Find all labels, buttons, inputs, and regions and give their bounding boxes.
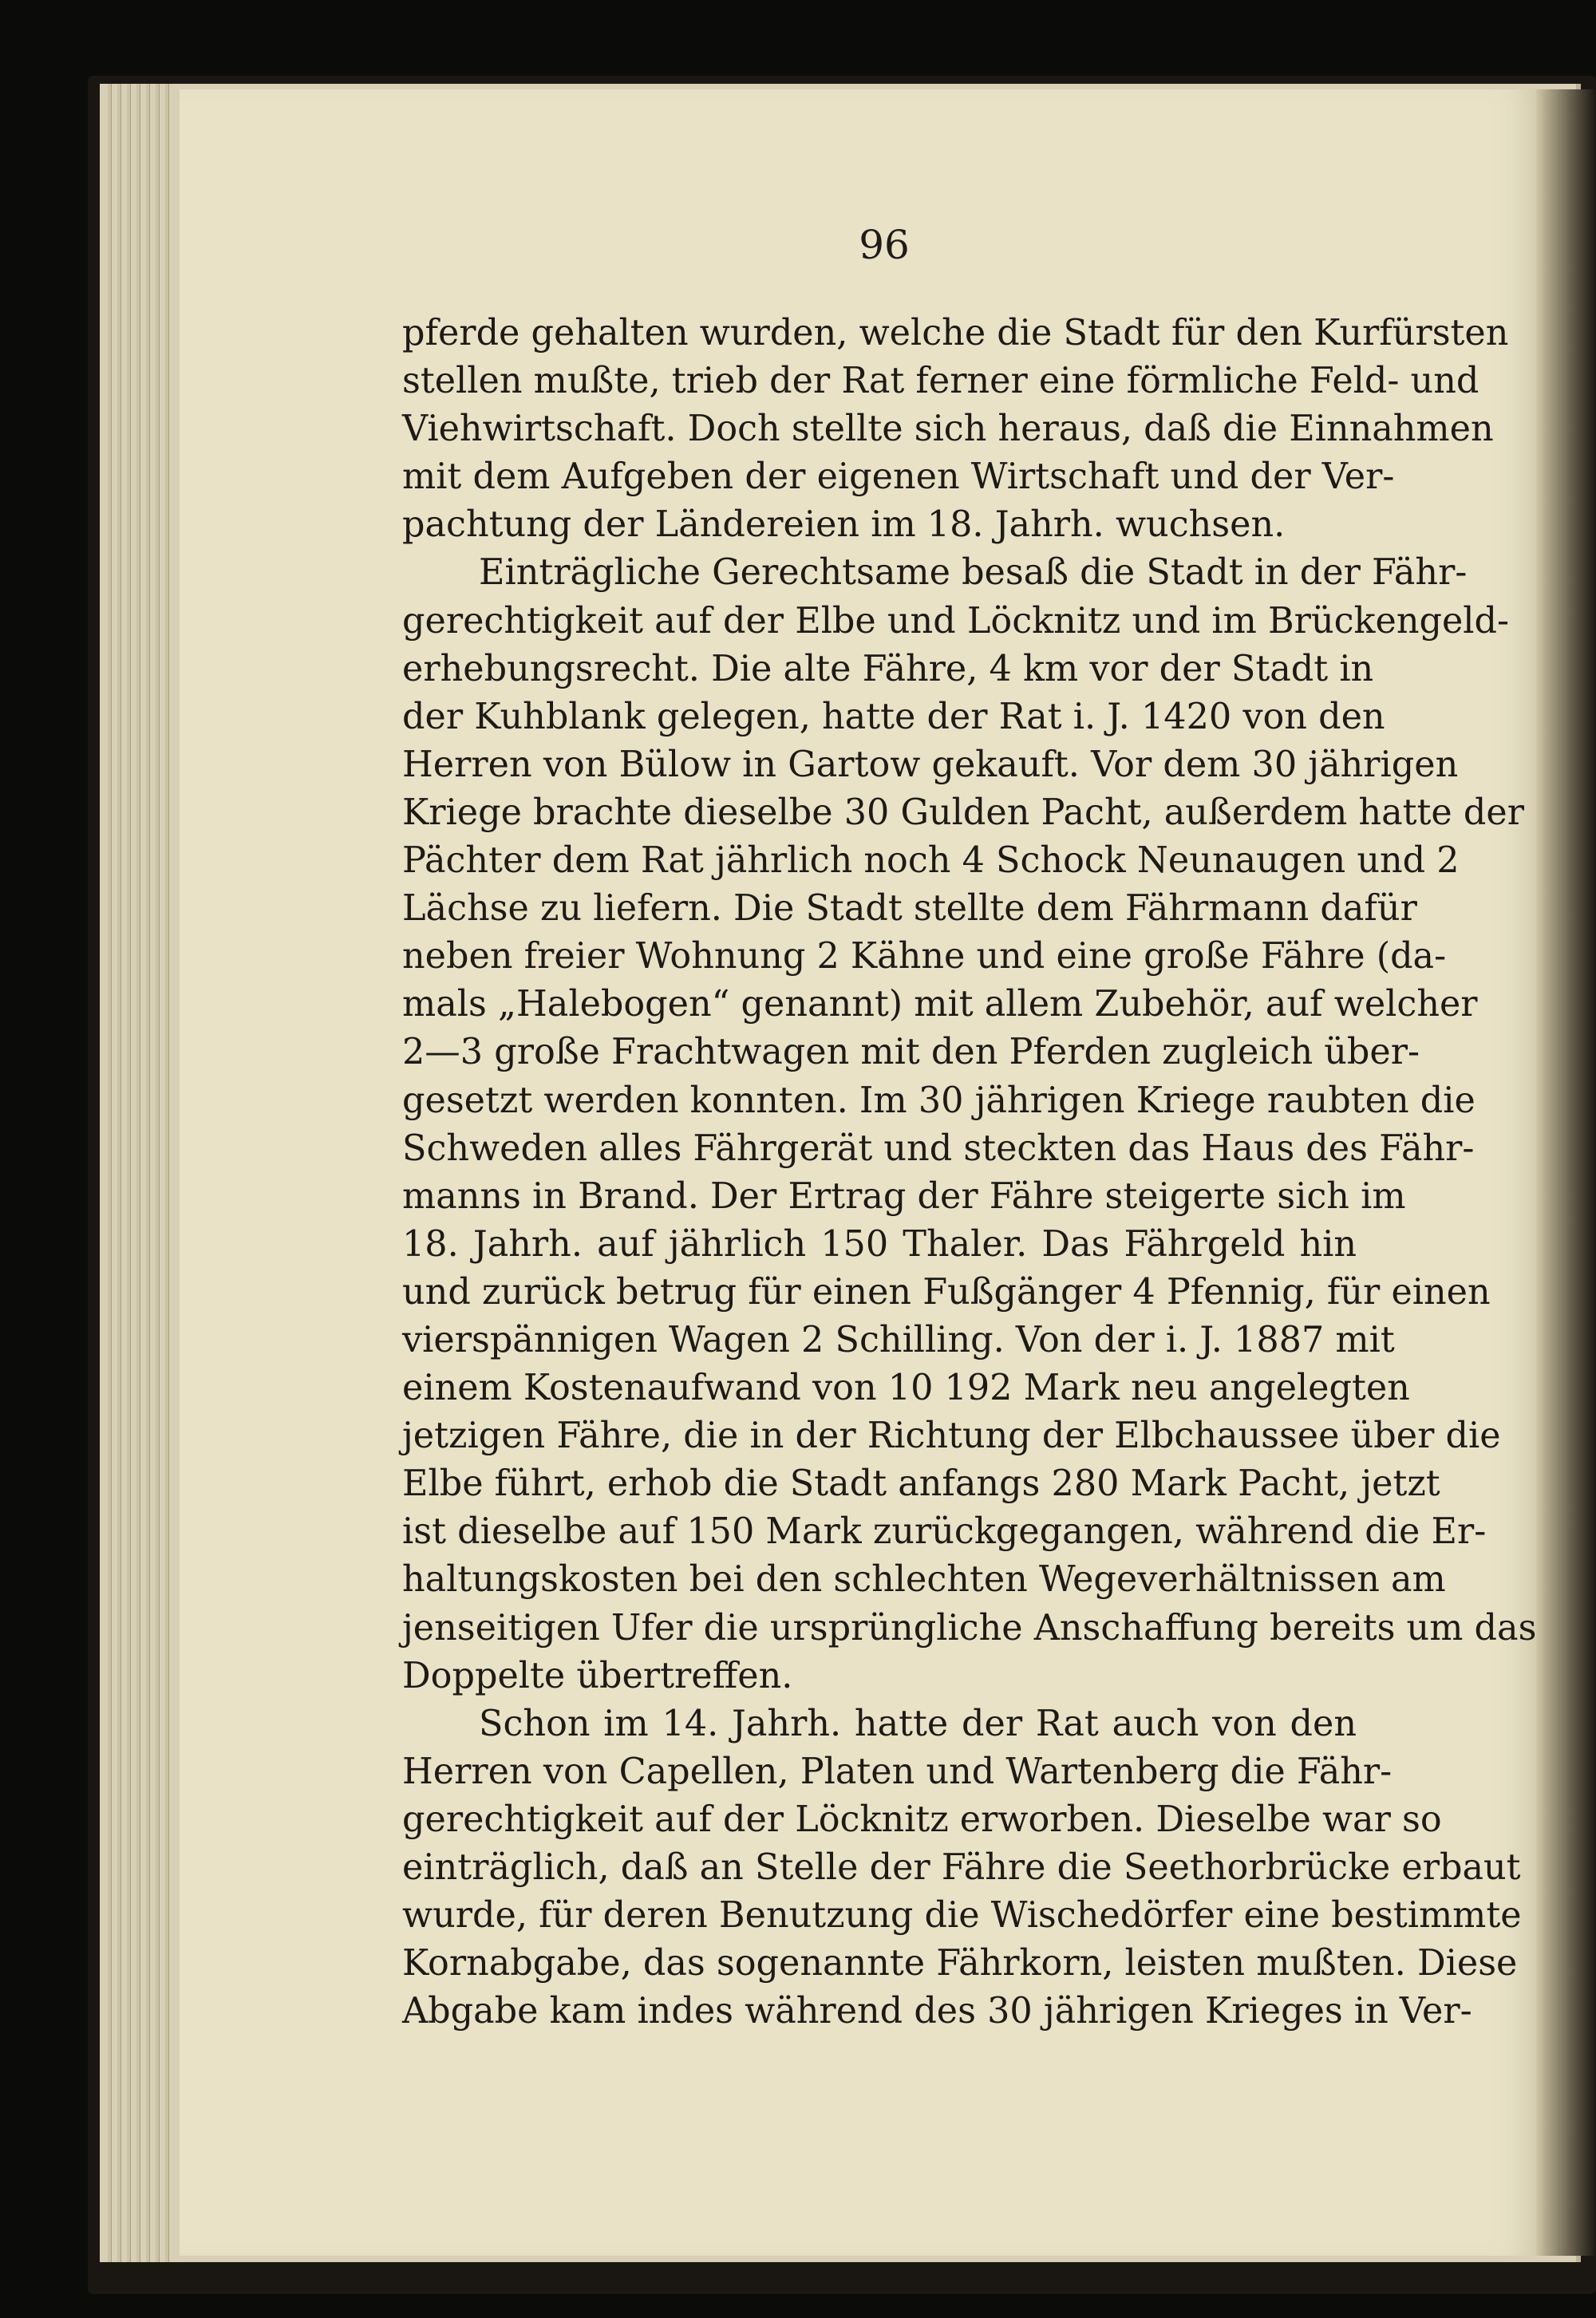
text-line: mals „Halebogen“ genannt) mit allem Zubehör, auf welcher	[402, 984, 1478, 1025]
page-edge	[146, 84, 150, 2262]
text-line: Schon im 14. Jahrh. hatte der Rat auch von den	[479, 1703, 1357, 1744]
page-edge	[108, 84, 112, 2262]
page-edge	[165, 84, 169, 2262]
text-line: Lächse zu liefern. Die Stadt stellte dem Fährmann dafür	[402, 888, 1417, 930]
text-line: Einträgliche Gerechtsame besaß die Stadt in der Fähr-	[479, 552, 1468, 594]
text-line: Schweden alles Fährgerät und steckten das Haus des Fähr-	[402, 1127, 1475, 1169]
text-line: vierspännigen Wagen 2 Schilling. Von der i. J. 1887 mit	[402, 1319, 1395, 1360]
text-line: stellen mußte, trieb der Rat ferner eine förmliche Feld- und	[402, 361, 1479, 402]
text-line: Herren von Bülow in Gartow gekauft. Vor dem 30 jährigen	[402, 744, 1459, 785]
text-line: Kornabgabe, das sogenannte Fährkorn, leisten mußten. Diese	[402, 1943, 1518, 1984]
text-line: 18. Jahrh. auf jährlich 150 Thaler. Das Fährgeld hin	[402, 1223, 1357, 1265]
text-line: pferde gehalten wurden, welche die Stadt für den Kurfürsten	[402, 313, 1509, 353]
text-line: ist dieselbe auf 150 Mark zurückgegangen, während die Er-	[402, 1511, 1487, 1553]
page-edge	[156, 84, 160, 2262]
text-line: wurde, für deren Benutzung die Wischedörfer eine bestimmte	[402, 1895, 1522, 1937]
text-line: Viehwirtschaft. Doch stellte sich heraus, daß die Einnahmen	[402, 409, 1494, 450]
page-edge	[117, 84, 121, 2262]
text-line: mit dem Aufgeben der eigenen Wirtschaft und der Ver-	[402, 456, 1395, 498]
page-edge	[127, 84, 131, 2262]
text-line: haltungskosten bei den schlechten Wegeverhältnissen am	[402, 1559, 1446, 1601]
text-line: jenseitigen Ufer die ursprüngliche Anschaffung bereits um das	[402, 1607, 1537, 1649]
text-line: der Kuhblank gelegen, hatte der Rat i. J. 1420 von den	[402, 696, 1385, 737]
text-line: Abgabe kam indes während des 30 jährigen Krieges in Ver-	[402, 1991, 1472, 2032]
page-edge	[136, 84, 140, 2262]
text-line: Kriege brachte dieselbe 30 Gulden Pacht, außerdem hatte der	[402, 792, 1524, 833]
text-line: Herren von Capellen, Platen und Wartenberg die Fähr-	[402, 1751, 1393, 1792]
text-line: Elbe führt, erhob die Stadt anfangs 280 Mark Pacht, jetzt	[402, 1463, 1440, 1505]
text-line: gerechtigkeit auf der Elbe und Löcknitz und im Brückengeld-	[402, 600, 1510, 642]
text-line: und zurück betrug für einen Fußgänger 4 Pfennig, für einen	[402, 1271, 1491, 1313]
body-text	[402, 310, 1537, 2036]
text-line: jetzigen Fähre, die in der Richtung der Elbchaussee über die	[402, 1416, 1501, 1457]
text-line: Pächter dem Rat jährlich noch 4 Schock Neunaugen und 2	[402, 840, 1460, 882]
text-line: 2—3 große Frachtwagen mit den Pferden zugleich über-	[402, 1032, 1420, 1073]
text-line: einem Kostenaufwand von 10 192 Mark neu angelegten	[402, 1368, 1410, 1409]
text-line: manns in Brand. Der Ertrag der Fähre steigerte sich im	[402, 1175, 1406, 1217]
page-number: 96	[859, 222, 910, 268]
text-line: pachtung der Ländereien im 18. Jahrh. wuchsen.	[402, 504, 1286, 546]
text-line: neben freier Wohnung 2 Kähne und eine große Fähre (da-	[402, 936, 1447, 977]
spine-shadow	[1536, 89, 1596, 2256]
text-line: gerechtigkeit auf der Löcknitz erworben. Dieselbe war so	[402, 1799, 1442, 1840]
text-line: erhebungsrecht. Die alte Fähre, 4 km vor der Stadt in	[402, 648, 1374, 689]
text-line: einträglich, daß an Stelle der Fähre die Seethorbrücke erbaut	[402, 1847, 1521, 1888]
text-line: Doppelte übertreffen.	[402, 1655, 793, 1696]
text-line: gesetzt werden konnten. Im 30 jährigen Kriege raubten die	[402, 1080, 1476, 1121]
